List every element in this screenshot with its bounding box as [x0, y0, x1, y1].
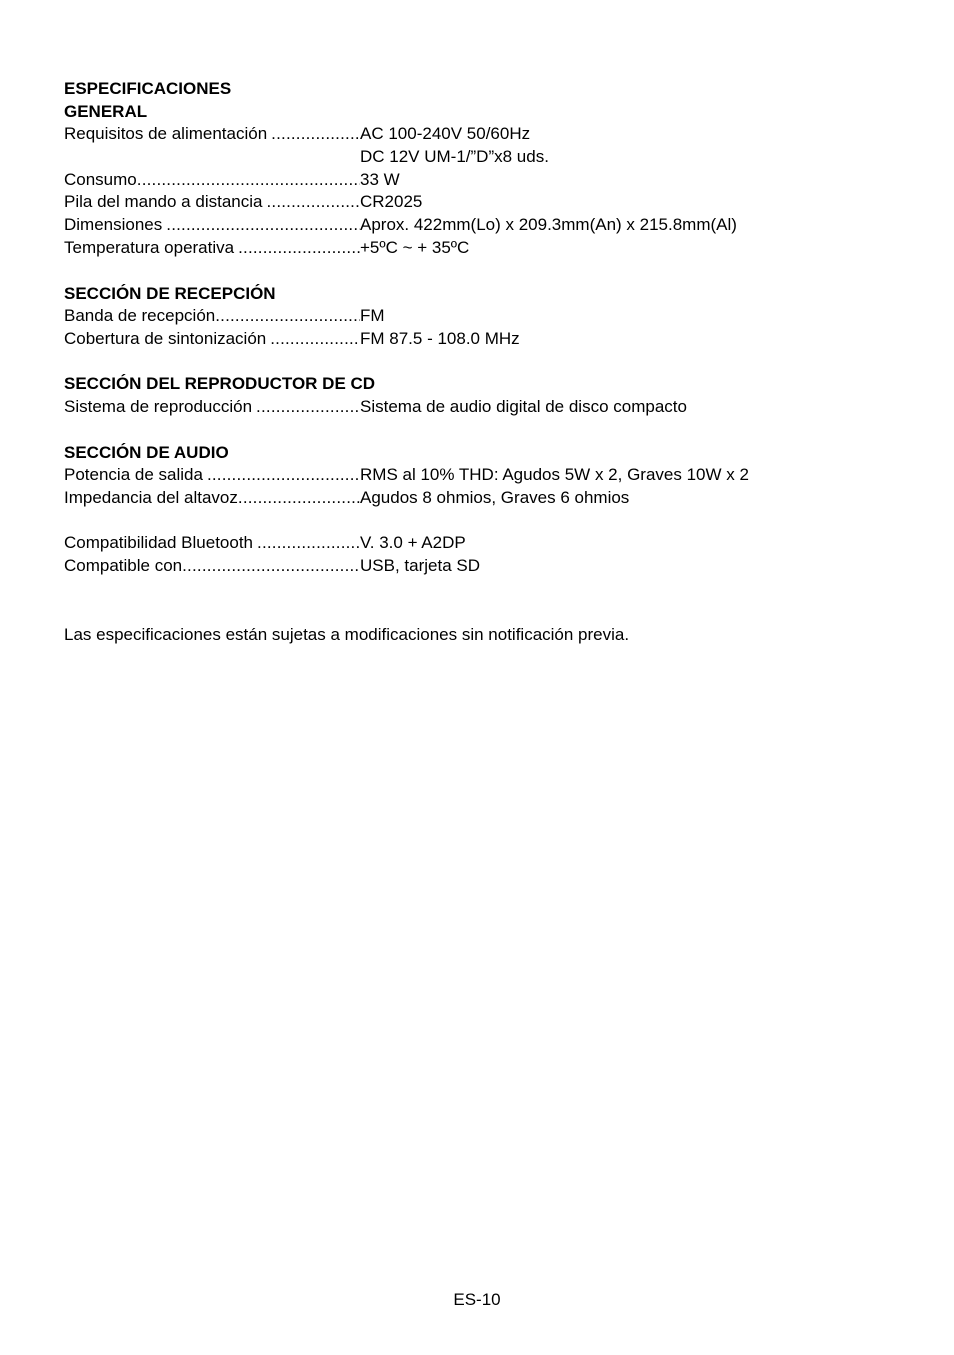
- leader-dots: [215, 305, 360, 328]
- leader-dots: [271, 123, 360, 146]
- leader-dots: [266, 191, 360, 214]
- spec-value: +5ºC ~ + 35ºC: [360, 237, 470, 257]
- spec-label: Compatibilidad Bluetooth: [64, 533, 254, 553]
- spec-row-compatible-with: [64, 555, 904, 578]
- spec-label: Compatible con: [64, 556, 183, 576]
- spec-row-power-requirements: [64, 123, 904, 146]
- spec-value: FM: [360, 306, 385, 326]
- spec-label: Banda de recepción: [64, 306, 216, 326]
- spec-row-power-dc: [64, 146, 904, 169]
- spec-value: 33 W: [360, 169, 400, 189]
- spec-value: USB, tarjeta SD: [360, 556, 480, 576]
- spec-label-cell: [64, 123, 360, 146]
- spec-label: Impedancia del altavoz: [64, 487, 238, 507]
- spec-label-cell: [64, 191, 360, 214]
- spec-label-cell: [64, 487, 360, 510]
- spec-label-cell: [64, 555, 360, 578]
- spec-row-tuning-range: [64, 328, 904, 351]
- spec-row-dimensions: [64, 214, 904, 237]
- spec-value: Agudos 8 ohmios, Graves 6 ohmios: [360, 487, 630, 507]
- spec-value: DC 12V UM-1/”D”x8 uds.: [360, 146, 549, 166]
- section-spacer: [64, 419, 904, 442]
- section-spacer: [64, 510, 904, 533]
- leader-dots: [270, 328, 360, 351]
- spec-row-bluetooth: [64, 532, 904, 555]
- spec-label: Sistema de reproducción: [64, 396, 253, 416]
- leader-dots: [257, 532, 360, 555]
- spec-label: Potencia de salida: [64, 465, 203, 485]
- spec-row-operating-temperature: [64, 237, 904, 260]
- leader-dots: [137, 169, 360, 192]
- spec-value: AC 100-240V 50/60Hz: [360, 124, 531, 143]
- spec-row-output-power: [64, 464, 904, 487]
- spec-page: [64, 78, 904, 646]
- section-spacer: [64, 601, 904, 624]
- spec-label-cell-empty: [64, 146, 360, 169]
- spec-label-cell: [64, 328, 360, 351]
- section-heading-audio: SECCIÓN DE AUDIO: [64, 442, 229, 462]
- spec-row-consumption: [64, 169, 904, 192]
- spec-row-reception-band: [64, 305, 904, 328]
- spec-label: Temperatura operativa: [64, 237, 235, 257]
- spec-label: Dimensiones: [64, 215, 163, 235]
- leader-dots: [256, 396, 360, 419]
- spec-label: Cobertura de sintonización: [64, 328, 267, 348]
- leader-dots: [182, 555, 360, 578]
- spec-value: FM 87.5 - 108.0 MHz: [360, 328, 520, 348]
- section-heading-cd-player: SECCIÓN DEL REPRODUCTOR DE CD: [64, 374, 376, 394]
- section-heading-general: GENERAL: [64, 101, 148, 121]
- section-spacer: [64, 260, 904, 283]
- leader-dots: [166, 214, 360, 237]
- spec-label-cell: [64, 396, 360, 419]
- spec-label-cell: [64, 214, 360, 237]
- disclaimer-note: Las especificaciones están sujetas a modificaciones sin notificación previa.: [64, 624, 630, 644]
- section-heading-reception: SECCIÓN DE RECEPCIÓN: [64, 283, 276, 303]
- spec-label-cell: [64, 169, 360, 192]
- spec-value: CR2025: [360, 192, 423, 212]
- spec-label-cell: [64, 464, 360, 487]
- leader-dots: [238, 237, 360, 260]
- spec-row-speaker-impedance: [64, 487, 904, 510]
- spec-label: Requisitos de alimentación: [64, 124, 268, 143]
- document-title: ESPECIFICACIONES: [64, 79, 232, 98]
- spec-row-playback-system: [64, 396, 904, 419]
- spec-value: RMS al 10% THD: Agudos 5W x 2, Graves 10W x 2: [360, 465, 749, 485]
- section-spacer: [64, 351, 904, 374]
- spec-row-remote-battery: [64, 191, 904, 214]
- section-spacer: [64, 578, 904, 601]
- spec-label: Pila del mando a distancia: [64, 192, 263, 212]
- spec-value: Sistema de audio digital de disco compacto: [360, 396, 687, 416]
- spec-value: V. 3.0 + A2DP: [360, 533, 466, 553]
- spec-value: Aprox. 422mm(Lo) x 209.3mm(An) x 215.8mm(Al): [360, 215, 737, 235]
- leader-dots: [238, 487, 360, 510]
- page-number: ES-10: [453, 1290, 501, 1309]
- spec-label-cell: [64, 237, 360, 260]
- leader-dots: [207, 464, 360, 487]
- spec-label-cell: [64, 305, 360, 328]
- spec-label: Consumo: [64, 169, 137, 189]
- spec-label-cell: [64, 532, 360, 555]
